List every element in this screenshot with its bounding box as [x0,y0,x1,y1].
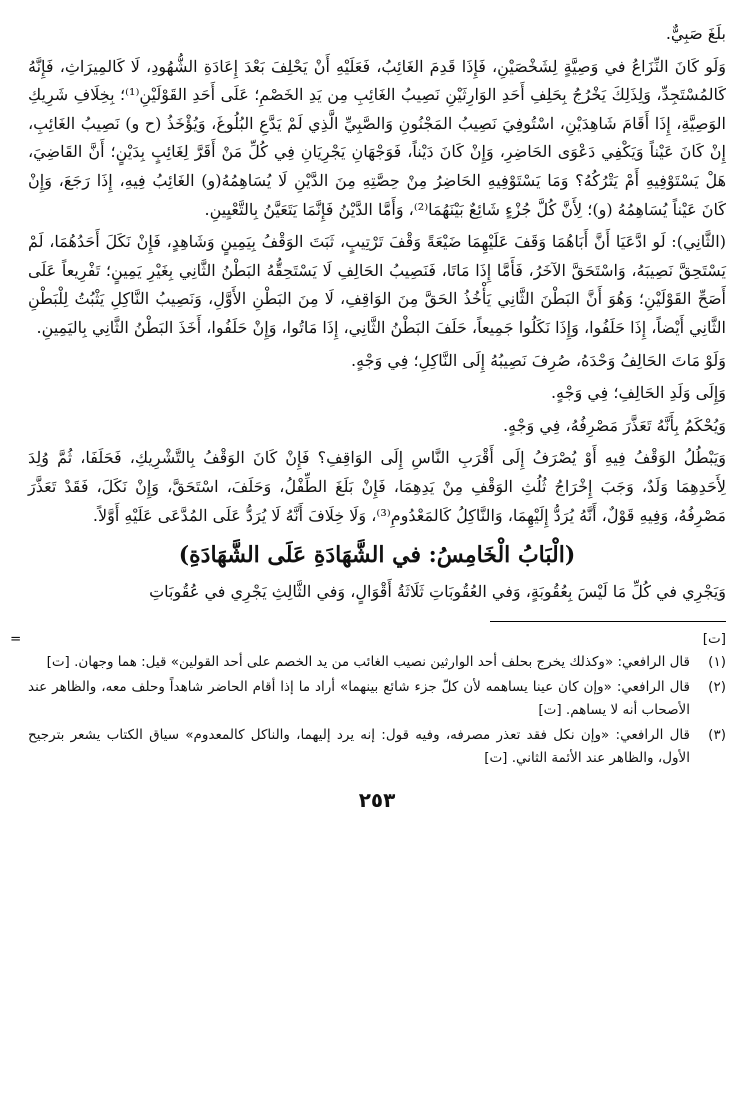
page-number: ٢٥٣ [358,787,396,812]
footnote-number: (٣) [708,726,726,743]
footnote-number: (١) [708,653,726,670]
paragraph-1: بلَغَ صَبِيٌّ. [665,24,726,43]
paragraph-3: (الثَّانِي): لَو ادَّعَيَا أَنَّ أَبَاهُمَا وَقَفَ عَلَيْهِمَا ضَيْعَةً وَقْفَ تَرْتِيبٍ، ثَبَتَ الوَقْفُ بِيَمِينٍ وَشَاهِدٍ، فَإِنْ نَكَلَ أَحَدُهُمَا، لَمْ يَسْتَحِقَّ نَصِيبَهُ، وَاسْتَحَقَّ الآخَرُ، فَأَمَّا إِذَا مَاتَا، فَنَصِيبُ الحَالِفِ لَا يَسْتَحِقُّهُ البَطْنُ الثَّانِي بِغَيْرِ يَمِينٍ؛ تَفْرِيعاً عَلَى أَصَحِّ القَوْلَيْنِ؛ وَهُوَ أَنَّ البَطْنَ الثَّانِي يَأْخُذُ الحَقَّ مِنَ الوَاقِفِ، لَا مِنَ البَطْنِ الأَوَّلِ، وَنَصِيبُ النَّاكِلِ يَثْبُتُ لِلْبَطْنِ الثَّانِي أَيْضاً، إِذَا حَلَفُوا، وَإِذَا نَكَلُوا جَمِيعاً، حَلَفَ البَطْنُ الثَّانِي، إِذَا مَاتُوا، وَإِنْ حَلَفُوا، أَخَذَ البَطْنُ الثَّانِي بِاليَمِينِ. [28,232,726,337]
paragraph-after-heading: وَيَجْرِي في كُلِّ مَا لَيْسَ بِعُقُوبَةٍ، وَفي العُقُوبَاتِ ثَلَاثَةُ أَقْوَالٍ، وَفي الثَّالِثِ يَجْرِي في عُقُوبَاتِ [149,582,726,602]
paragraph-4: وَلَوْ مَاتَ الحَالِفُ وَحْدَهُ، صُرِفَ نَصِيبُهُ إِلَى النَّاكِلِ؛ فِي وَجْهٍ. [351,350,726,370]
footnote-text: قال الرافعي: «وإن كان عينا يساهمه لأن كلّ جزء شائع بينهما» أراد ما إذا أقام الحاضر شاهداً وحلف معه، والظاهر عند الأصحاب أنه لا يساهم. [ت] [28,678,690,718]
footnote-text: قال الرافعي: «وإن نكل فقد تعذر مصرفه، وفيه قول: إنه يرد إليهما، والناكل كالمعدوم» سياق الكتاب يشعر بترجيح الأول، والظاهر عند الأئمة الثاني. [ت] [28,726,690,766]
paragraph-7: وَيَبْطُلُ الوَقْفُ فِيهِ أَوْ يُصْرَفُ إِلَى أَقْرَبِ النَّاسِ إِلَى الوَاقِفِ؟ فَإِنْ كَانَ الوَقْفُ بِالتَّشْرِيكِ، فَحَلَفَا، ثُمَّ وُلِدَ لِأَحَدِهِمَا وَلَدٌ، وَجَبَ إِخْرَاجُ ثُلُثِ الوَقْفِ مِنْ يَدِهِمَا، فَإِنْ بَلَغَ الطِّفْلُ، وَحَلَفَ، اسْتَحَقَّ، وَإِنْ نَكَلَ، فَقَدْ تَعَذَّرَ مَصْرِفُهُ، وَفِيهِ قَوْلٌ، أَنَّهُ يُرَدُّ إِلَيْهِمَا، وَالنَّاكِلُ كَالمَعْدُومِ⁽³⁾، وَلَا خِلَافَ أَنَّهُ لَا يُرَدُّ عَلَى المُدَّعَى عَلَيْهِ أَوَّلاً. [28,448,726,525]
continuation-text: [ت] [702,630,726,647]
paragraph-2: وَلَو كَانَ النِّزَاعُ في وَصِيَّةٍ لِشَخْصَيْنِ، فَإِذَا قَدِمَ الغَائِبُ، فَعَلَيْهِ أَنْ يَحْلِفَ بَعْدَ إِعَادَةِ الشُّهُودِ، لَا كَالمِيرَاثِ، فَإِنَّهُ كَالمُسْتَجِدِّ، وَلِذَلِكَ يَخْرُجُ بِحَلِفِ أَحَدِ الوَارِثَيْنِ نَصِيبُ الغَائِبِ مِن يَدِ الخَصْمِ؛ عَلَى أَحَدِ القَوْلَيْنِ⁽¹⁾؛ بِخِلَافِ شَرِيكِ الوَصِيَّةِ، إِذَا أَقَامَ شَاهِدَيْنِ، اسْتُوفِيَ نَصِيبُ المَجْنُونِ وَالصَّبِيِّ الَّذِي لَمْ يَدَّعِ البُلُوغَ، وَيُؤْخَذُ (ح و) نَصِيبُ الغَائِبِ، إِنْ كَانَ عَيْناً وَيَكْفِي دَعْوَى الحَاضِرِ، وَإِنْ كَانَ دَيْناً، فَوَجْهَانِ يَجْرِيَانِ فِي كُلِّ مَنْ أَقَرَّ لِغَائِبٍ بِدَيْنٍ؛ أَنَّ القَاضِيَ، هَلْ يَسْتَوْفِيهِ أَمْ يَتْرُكُهُ؟ وَمَا يَسْتَوْفِيهِ الحَاضِرُ مِنْ حِصَّتِهِ مِنَ الدَّيْنِ لَا يُسَاهِمُهُ(و) الغَائِبُ فِيهِ، إِذَا رَجَعَ، وَإِنْ كَانَ عَيْناً يُسَاهِمُهُ (و)؛ لِأَنَّ كُلَّ جُزْءٍ شَائِعٌ بَيْنَهُمَا⁽²⁾، وَأَمَّا الدَّيْنُ فَإِنَّمَا يَتَعَيَّنُ بِالتَّعْيِينِ. [28,56,727,219]
continuation-mark: = [10,630,22,647]
footnotes [10,628,726,770]
footnote-1 [28,651,726,674]
paragraph-6: وَيُحْكَمُ بِأَنَّهُ تَعَذَّرَ مَصْرِفُهُ، فِي وَجْهٍ. [502,415,726,435]
footnote-2 [28,676,726,722]
footnote-separator [490,621,726,622]
footnote-text: قال الرافعي: «وكذلك يخرج بحلف أحد الوارثين نصيب الغائب من يد الخصم على أحد القولين» قيل: هما وجهان. [ت] [46,653,690,670]
paragraph-5: وَإِلَى وَلَدِ الحَالِفِ؛ فِي وَجْهٍ. [550,383,726,403]
footnote-number: (٢) [708,678,726,695]
footnote-3 [28,724,726,770]
main-text [28,20,726,607]
footnote-continuation [10,628,726,651]
chapter-heading: (الْبَابُ الْخَامِسُ: في الشَّهَادَةِ عَلَى الشَّهَادَةِ) [178,542,576,569]
